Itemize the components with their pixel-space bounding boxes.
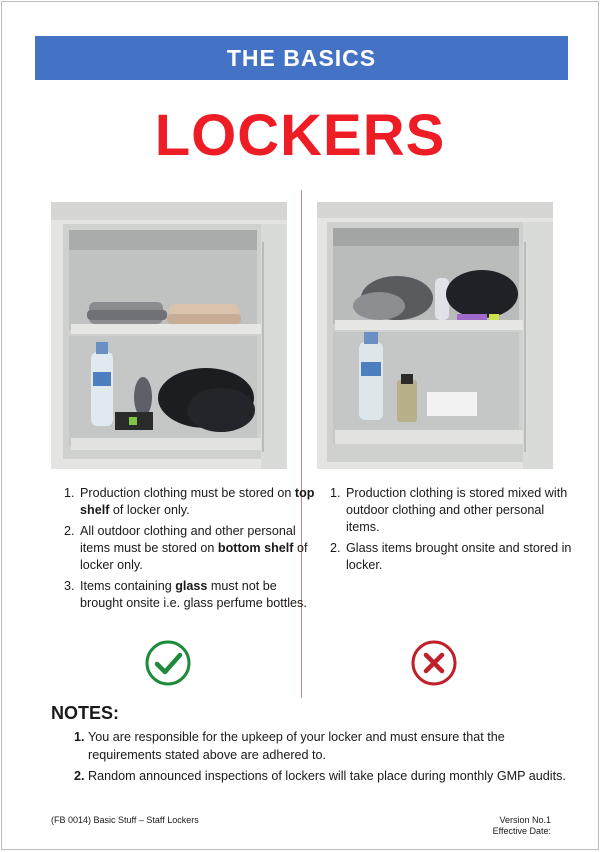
page-title: LOCKERS: [154, 103, 446, 168]
list-item: 2. Random announced inspections of lockers will take place during monthly GMP audits.: [88, 768, 572, 786]
version-info: [493, 815, 551, 837]
effective-date: Effective Date:: [492, 826, 551, 836]
list-item: 1. Production clothing must be stored on top shelf of locker only.: [78, 485, 316, 519]
document-reference: (FB 0014) Basic Stuff – Staff Lockers: [51, 815, 199, 825]
correct-practice-list: [52, 485, 316, 616]
list-item: 1. You are responsible for the upkeep of your locker and must ensure that the requirements stated above are adhered to.: [88, 729, 572, 764]
check-circle-icon: [145, 640, 191, 686]
list-item: 2. All outdoor clothing and other personal items must be stored on bottom shelf of locker only.: [78, 523, 316, 574]
notes-heading: NOTES:: [51, 703, 120, 723]
correct-locker-photo: [51, 202, 287, 469]
notes-list: [68, 729, 572, 790]
section-banner: THE BASICS: [35, 36, 568, 80]
list-item: 1. Production clothing is stored mixed with outdoor clothing and other personal items.: [344, 485, 576, 536]
column-divider: [301, 190, 302, 698]
list-item: 2. Glass items brought onsite and stored in locker.: [344, 540, 576, 574]
version-number: Version No.1: [499, 815, 551, 825]
cross-circle-icon: [411, 640, 457, 686]
incorrect-practice-list: [318, 485, 576, 578]
list-item: 3. Items containing glass must not be brought onsite i.e. glass perfume bottles.: [78, 578, 316, 612]
incorrect-locker-photo: [317, 202, 553, 469]
document-page: [1, 1, 599, 850]
